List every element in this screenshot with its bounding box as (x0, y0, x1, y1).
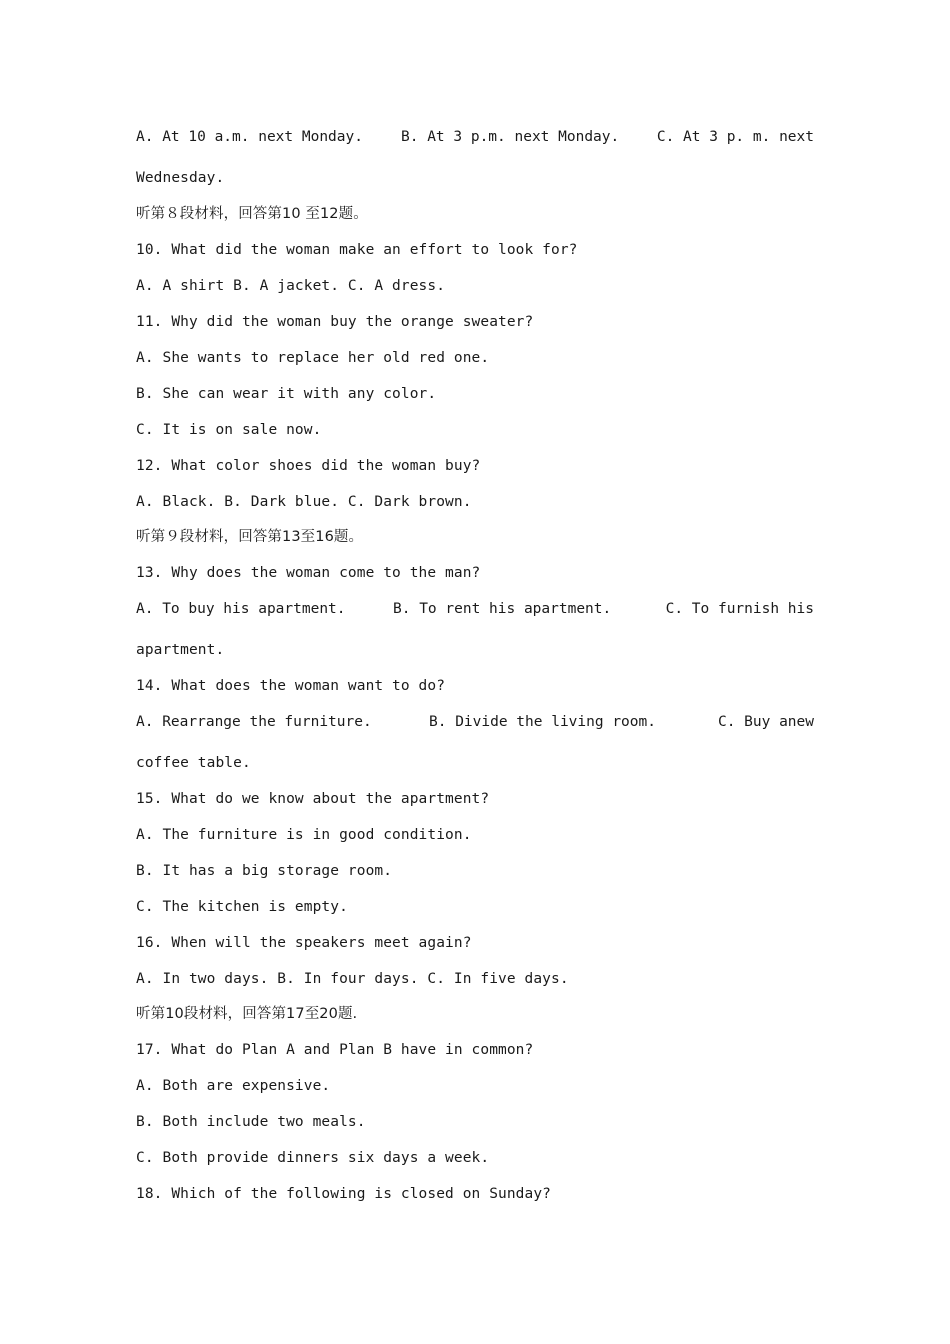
q15-option-a: A. The furniture is in good condition. (136, 827, 472, 843)
q12-options: A. Black. B. Dark blue. C. Dark brown. (136, 494, 472, 510)
q11-option-b: B. She can wear it with any color. (136, 386, 437, 402)
q17-option-b: B. Both include two meals. (136, 1114, 366, 1130)
q9-options (136, 127, 814, 147)
q13-options (136, 599, 814, 619)
q15-option-c: C. The kitchen is empty. (136, 899, 348, 915)
section-heading-9: 听第９段材料，回答第13至16题。 (136, 529, 364, 545)
q9-option-a: A. At 10 a.m. next Monday. (136, 129, 363, 145)
q15-stem: 15. What do we know about the apartment? (136, 791, 490, 807)
q16-options: A. In two days. B. In four days. C. In five days. (136, 971, 569, 987)
q17-option-a: A. Both are expensive. (136, 1078, 331, 1094)
q13-option-c: C. To furnish his (665, 601, 814, 617)
q14-option-b: B. Divide the living room. (429, 714, 656, 730)
q14-option-c: C. Buy anew (717, 714, 814, 730)
q18-stem: 18. Which of the following is closed on Sunday? (136, 1186, 551, 1202)
q13-option-b: B. To rent his apartment. (393, 601, 612, 617)
q17-option-c: C. Both provide dinners six days a week. (136, 1150, 490, 1166)
q14-option-c-continuation: coffee table. (136, 755, 251, 771)
q15-option-b: B. It has a big storage room. (136, 863, 393, 879)
q10-stem: 10. What did the woman make an effort to look for? (136, 242, 578, 258)
q13-option-c-continuation: apartment. (136, 642, 225, 658)
q9-option-b: B. At 3 p.m. next Monday. (401, 129, 620, 145)
q17-stem: 17. What do Plan A and Plan B have in common? (136, 1042, 534, 1058)
q16-stem: 16. When will the speakers meet again? (136, 935, 472, 951)
q9-option-c-continuation: Wednesday. (136, 170, 225, 186)
q11-option-c: C. It is on sale now. (136, 422, 322, 438)
q11-option-a: A. She wants to replace her old red one. (136, 350, 490, 366)
q11-stem: 11. Why did the woman buy the orange sweater? (136, 314, 534, 330)
q14-options (136, 712, 814, 732)
q13-option-a: A. To buy his apartment. (136, 601, 346, 617)
section-heading-8: 听第８段材料，回答第10 至12题。 (136, 206, 368, 222)
q9-option-c: C. At 3 p. m. next (656, 129, 814, 145)
q12-stem: 12. What color shoes did the woman buy? (136, 458, 481, 474)
section-heading-10: 听第10段材料，回答第17至20题. (136, 1006, 358, 1022)
q14-stem: 14. What does the woman want to do? (136, 678, 446, 694)
q14-option-a: A. Rearrange the furniture. (136, 714, 372, 730)
q13-stem: 13. Why does the woman come to the man? (136, 565, 481, 581)
q10-options: A. A shirt B. A jacket. C. A dress. (136, 278, 446, 294)
